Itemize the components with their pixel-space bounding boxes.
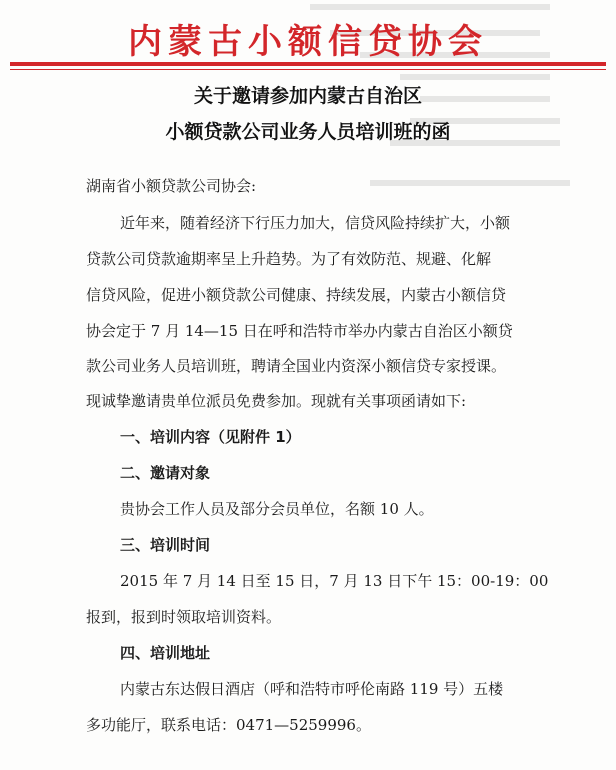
section-heading-invitees: 二、邀请对象 [120, 464, 211, 482]
section-heading-time: 三、培训时间 [120, 536, 211, 554]
intro-line-3: 信贷风险，促进小额贷款公司健康、持续发展，内蒙古小额信贷 [86, 286, 507, 304]
salutation: 湖南省小额贷款公司协会: [86, 177, 257, 195]
section-location-text-1: 内蒙古东达假日酒店（呼和浩特市呼伦南路 119 号）五楼 [120, 680, 504, 698]
letterhead-rule-thin [10, 69, 606, 70]
section-time-text-1: 2015 年 7 月 14 日至 15 日，7 月 13 日下午 15：00-19：00 [120, 572, 549, 590]
letterhead-org-name: 内蒙古小额信贷协会 [128, 22, 488, 62]
section-invitees-text: 贵协会工作人员及部分会员单位，名额 10 人。 [120, 500, 434, 518]
section-heading-location: 四、培训地址 [120, 644, 211, 662]
section-time-text-2: 报到，报到时领取培训资料。 [86, 608, 282, 626]
intro-line-6: 现诚挚邀请贵单位派员免费参加。现就有关事项函请如下: [86, 392, 467, 410]
intro-line-5: 款公司业务人员培训班，聘请全国业内资深小额信贷专家授课。 [86, 357, 507, 375]
section-heading-content: 一、培训内容（见附件 1） [120, 428, 301, 446]
intro-line-4: 协会定于 7 月 14—15 日在呼和浩特市举办内蒙古自治区小额贷 [86, 322, 513, 340]
intro-line-2: 贷款公司贷款逾期率呈上升趋势。为了有效防范、规避、化解 [86, 250, 492, 268]
letterhead-rule-thick [10, 62, 606, 66]
letter-title-line-1: 关于邀请参加内蒙古自治区 [193, 85, 422, 107]
letter-title-line-2: 小额贷款公司业务人员培训班的函 [165, 121, 451, 143]
intro-line-1: 近年来，随着经济下行压力加大，信贷风险持续扩大，小额 [120, 214, 511, 232]
section-location-text-2: 多功能厅，联系电话：0471—5259996。 [86, 716, 371, 734]
